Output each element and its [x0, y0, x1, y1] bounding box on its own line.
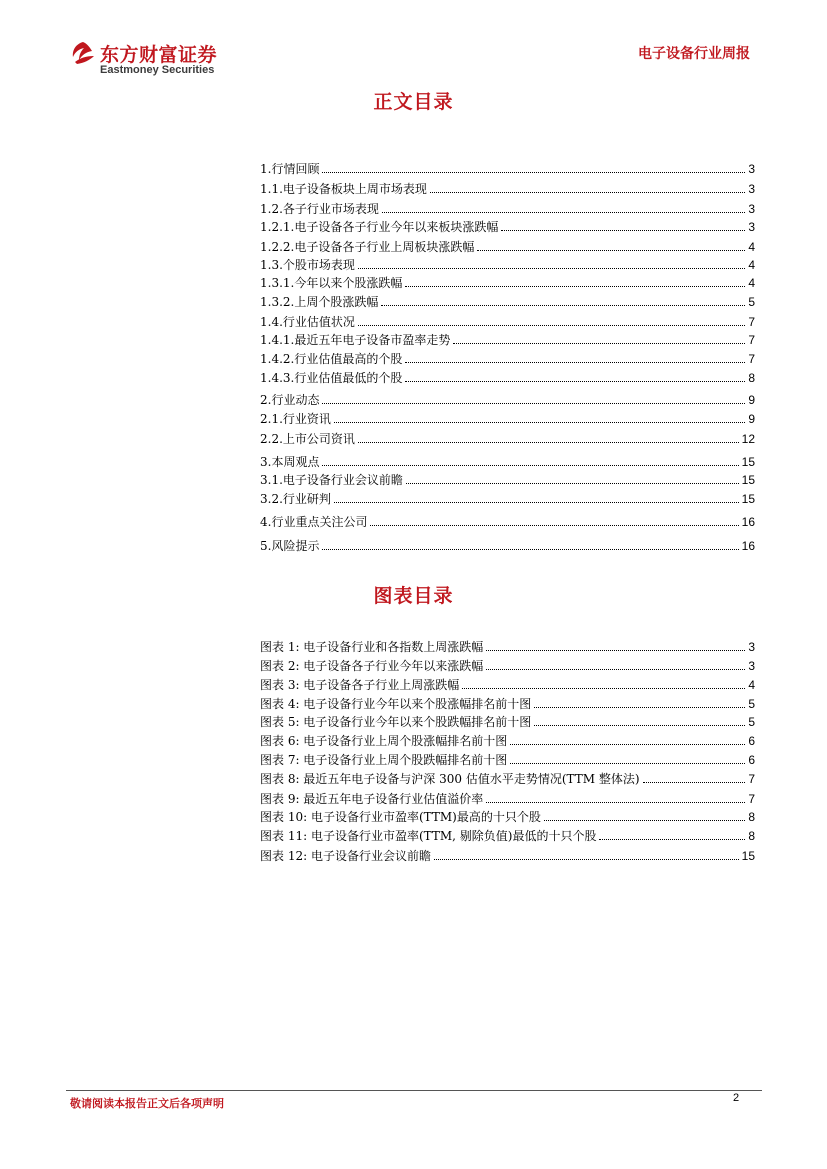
toc-entry-label: 1.1.电子设备板块上周市场表现 — [260, 182, 427, 196]
figure-entry-page: 5 — [748, 697, 755, 711]
figure-entry-page: 6 — [748, 734, 755, 748]
figure-entry-page: 15 — [741, 849, 755, 863]
logo-chinese-name: 东方财富证券 — [100, 44, 218, 66]
toc-entry[interactable] — [260, 254, 755, 272]
toc-entry[interactable] — [260, 311, 755, 329]
toc-entry-leader — [322, 549, 738, 550]
figure-entry-label: 图表 8: 最近五年电子设备与沪深 300 估值水平走势情况(TTM 整体法) — [260, 772, 640, 786]
toc-entry-label: 2.2.上市公司资讯 — [260, 432, 355, 446]
figure-entry-label: 图表 7: 电子设备行业上周个股跌幅排名前十图 — [260, 753, 508, 767]
toc-entry-leader — [322, 403, 745, 404]
toc-entry[interactable] — [260, 469, 755, 487]
toc-entry-leader — [430, 192, 745, 193]
figure-entry-page: 7 — [748, 792, 755, 806]
toc-entry-page: 5 — [748, 295, 755, 309]
figure-entry-page: 8 — [748, 810, 755, 824]
toc-entry-page: 3 — [748, 202, 755, 216]
toc-entry[interactable] — [260, 389, 755, 407]
toc-entry-label: 3.1.电子设备行业会议前瞻 — [260, 473, 403, 487]
toc-entry[interactable] — [260, 158, 755, 176]
figure-entry[interactable] — [260, 749, 755, 767]
toc-entry-leader — [381, 305, 745, 306]
figure-entry[interactable] — [260, 636, 755, 654]
toc-entry-page: 7 — [748, 315, 755, 329]
figure-entry-page: 3 — [748, 659, 755, 673]
footer-disclaimer: 敬请阅读本报告正文后各项声明 — [70, 1097, 224, 1110]
toc-entry[interactable] — [260, 198, 755, 216]
toc-entry-leader — [370, 525, 738, 526]
toc-entry-label: 1.4.行业估值状况 — [260, 315, 355, 329]
toc-entry-label: 1.行情回顾 — [260, 162, 320, 176]
toc-entry-leader — [334, 502, 739, 503]
toc-entry[interactable] — [260, 272, 755, 290]
toc-entry[interactable] — [260, 428, 755, 446]
figure-entry-label: 图表 5: 电子设备行业今年以来个股跌幅排名前十图 — [260, 715, 532, 729]
toc-entry-leader — [453, 343, 745, 344]
toc-entry-label: 3.本周观点 — [260, 455, 320, 469]
toc-entry-label: 1.2.各子行业市场表现 — [260, 202, 379, 216]
toc-entry[interactable] — [260, 216, 755, 234]
toc-entry-leader — [358, 268, 745, 269]
figure-entry-page: 6 — [748, 753, 755, 767]
page-number: 2 — [733, 1092, 740, 1104]
figure-entry-leader — [643, 782, 746, 783]
toc-entry-page: 16 — [741, 539, 755, 553]
figure-entry-page: 5 — [748, 715, 755, 729]
figure-entry-leader — [510, 763, 745, 764]
figure-entry-label: 图表 12: 电子设备行业会议前瞻 — [260, 849, 431, 863]
toc-entry-label: 1.2.1.电子设备各子行业今年以来板块涨跌幅 — [260, 220, 499, 234]
footer-divider — [66, 1090, 762, 1091]
figure-entry-leader — [462, 688, 745, 689]
figure-entry-page: 8 — [748, 829, 755, 843]
logo-english-name: Eastmoney Securities — [100, 64, 215, 76]
toc-entry-page: 4 — [748, 240, 755, 254]
company-logo-icon — [70, 40, 96, 66]
toc-entry-label: 1.3.1.今年以来个股涨跌幅 — [260, 276, 403, 290]
toc-entry-page: 7 — [748, 352, 755, 366]
toc-entry-leader — [406, 483, 739, 484]
figure-entry-leader — [599, 839, 745, 840]
toc-entry-page: 9 — [748, 412, 755, 426]
toc-entry[interactable] — [260, 178, 755, 196]
toc-title: 正文目录 — [373, 91, 454, 113]
figure-entry-label: 图表 2: 电子设备各子行业今年以来涨跌幅 — [260, 659, 484, 673]
figure-entry-leader — [544, 820, 745, 821]
figure-entry-leader — [434, 859, 739, 860]
toc-entry-leader — [405, 381, 745, 382]
toc-entry-leader — [405, 286, 745, 287]
toc-entry-label: 1.4.3.行业估值最低的个股 — [260, 371, 403, 385]
figure-entry[interactable] — [260, 788, 755, 806]
figure-entry-leader — [486, 669, 745, 670]
toc-entry[interactable] — [260, 329, 755, 347]
figure-entry[interactable] — [260, 825, 755, 843]
figure-entry-label: 图表 3: 电子设备各子行业上周涨跌幅 — [260, 678, 460, 692]
figure-entry-label: 图表 4: 电子设备行业今年以来个股涨幅排名前十图 — [260, 697, 532, 711]
toc-entry-page: 7 — [748, 333, 755, 347]
figure-entry[interactable] — [260, 674, 755, 692]
toc-entry[interactable] — [260, 535, 755, 553]
toc-entry-label: 2.1.行业资讯 — [260, 412, 331, 426]
toc-entry-label: 1.4.1.最近五年电子设备市盈率走势 — [260, 333, 451, 347]
figure-entry[interactable] — [260, 806, 755, 824]
figure-entry-label: 图表 6: 电子设备行业上周个股涨幅排名前十图 — [260, 734, 508, 748]
toc-entry-page: 12 — [741, 432, 755, 446]
toc-entry-page: 9 — [748, 393, 755, 407]
toc-entry-leader — [382, 212, 745, 213]
figure-entry-page: 4 — [748, 678, 755, 692]
figure-entry-label: 图表 11: 电子设备行业市盈率(TTM, 剔除负值)最低的十只个股 — [260, 829, 597, 843]
toc-entry-page: 15 — [741, 492, 755, 506]
figure-entry[interactable] — [260, 655, 755, 673]
company-logo — [70, 38, 240, 78]
toc-entry[interactable] — [260, 236, 755, 254]
figure-entry[interactable] — [260, 730, 755, 748]
toc-entry[interactable] — [260, 291, 755, 309]
toc-entry-page: 16 — [741, 515, 755, 529]
figure-entry-label: 图表 9: 最近五年电子设备行业估值溢价率 — [260, 792, 484, 806]
toc-entry[interactable] — [260, 348, 755, 366]
toc-entry-leader — [358, 442, 739, 443]
figure-entry-page: 3 — [748, 640, 755, 654]
figure-entry-label: 图表 1: 电子设备行业和各指数上周涨跌幅 — [260, 640, 484, 654]
toc-entry-page: 4 — [748, 258, 755, 272]
toc-entry-label: 1.3.2.上周个股涨跌幅 — [260, 295, 379, 309]
toc-entry[interactable] — [260, 367, 755, 385]
toc-entry-label: 5.风险提示 — [260, 539, 320, 553]
report-type-label: 电子设备行业周报 — [638, 46, 750, 62]
toc-entry-page: 3 — [748, 220, 755, 234]
figure-entry-leader — [510, 744, 745, 745]
toc-entry[interactable] — [260, 408, 755, 426]
figure-entry-leader — [486, 650, 745, 651]
toc-entry-label: 2.行业动态 — [260, 393, 320, 407]
figure-entry[interactable] — [260, 845, 755, 863]
figure-entry[interactable] — [260, 693, 755, 711]
figure-entry-leader — [534, 707, 745, 708]
toc-entry-label: 1.3.个股市场表现 — [260, 258, 355, 272]
toc-entry-label: 1.2.2.电子设备各子行业上周板块涨跌幅 — [260, 240, 475, 254]
toc-entry-leader — [322, 172, 745, 173]
toc-entry-page: 8 — [748, 371, 755, 385]
figure-entry-label: 图表 10: 电子设备行业市盈率(TTM)最高的十只个股 — [260, 810, 541, 824]
toc-entry-page: 3 — [748, 182, 755, 196]
toc-entry-leader — [405, 362, 745, 363]
toc-entry[interactable] — [260, 451, 755, 469]
toc-entry-leader — [322, 465, 738, 466]
toc-entry-leader — [358, 325, 745, 326]
figure-entry-leader — [486, 802, 745, 803]
toc-entry-page: 4 — [748, 276, 755, 290]
toc-entry-leader — [477, 250, 745, 251]
figures-toc-title: 图表目录 — [373, 585, 454, 607]
toc-entry-page: 15 — [741, 473, 755, 487]
toc-entry-label: 3.2.行业研判 — [260, 492, 331, 506]
toc-entry-leader — [334, 422, 745, 423]
toc-entry[interactable] — [260, 511, 755, 529]
toc-entry-leader — [501, 230, 745, 231]
toc-entry[interactable] — [260, 488, 755, 506]
toc-entry-page: 15 — [741, 455, 755, 469]
figure-entry-page: 7 — [748, 772, 755, 786]
toc-entry-page: 3 — [748, 162, 755, 176]
toc-entry-label: 1.4.2.行业估值最高的个股 — [260, 352, 403, 366]
figure-entry[interactable] — [260, 768, 755, 786]
figure-entry[interactable] — [260, 711, 755, 729]
figure-entry-leader — [534, 725, 745, 726]
toc-entry-label: 4.行业重点关注公司 — [260, 515, 368, 529]
